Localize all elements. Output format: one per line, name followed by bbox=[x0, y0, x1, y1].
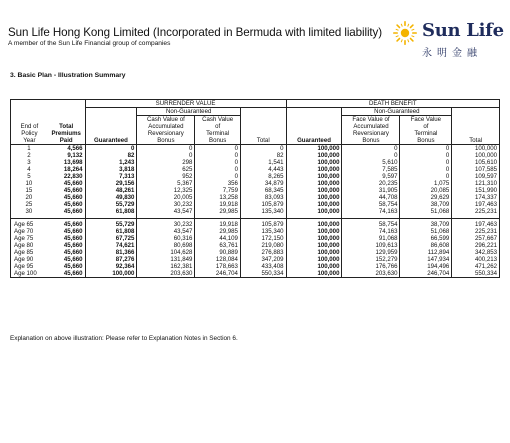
non-guaranteed-header: Non-Guaranteed bbox=[137, 108, 241, 116]
cash-value-terminal-header: Terminal bbox=[195, 130, 241, 137]
table-cell: 45,660 bbox=[63, 194, 83, 201]
table-cell: 174,337 bbox=[452, 194, 500, 201]
table-cell: 63,761 bbox=[195, 242, 241, 249]
table-cell: 8,265 bbox=[240, 173, 286, 180]
table-cell: 952 bbox=[137, 173, 195, 180]
death-benefit-header: DEATH BENEFIT bbox=[286, 100, 499, 108]
table-cell: 74,163 bbox=[342, 208, 400, 219]
table-row bbox=[11, 166, 500, 173]
table-cell: 1,541 bbox=[240, 159, 286, 166]
table-cell: 550,334 bbox=[240, 270, 286, 278]
logo-text: Sun Life bbox=[422, 20, 504, 41]
table-cell: 4,566 bbox=[67, 145, 83, 152]
table-cell: 194,496 bbox=[400, 263, 452, 270]
table-cell: 45,660 bbox=[63, 201, 83, 208]
table-cell: 45,660 bbox=[63, 208, 83, 215]
table-cell: 30,232 bbox=[137, 201, 195, 208]
table-cell: 0 bbox=[195, 152, 241, 159]
policy-year-rows bbox=[11, 145, 500, 219]
table-cell: 0 bbox=[400, 152, 452, 159]
table-cell: 45,660 bbox=[63, 228, 83, 235]
table-cell: 105,879 bbox=[240, 201, 286, 208]
page-header bbox=[8, 20, 502, 60]
table-row bbox=[11, 270, 500, 278]
table-cell: 7,585 bbox=[342, 166, 400, 173]
illustration-summary-table bbox=[10, 99, 500, 278]
table-cell: 49,830 bbox=[85, 194, 137, 201]
table-cell: Age 70 bbox=[11, 228, 48, 235]
table-cell: 5,367 bbox=[137, 180, 195, 187]
table-row bbox=[11, 187, 500, 194]
face-value-reversionary-header: Reversionary bbox=[342, 130, 400, 137]
table-cell: Age 100 bbox=[11, 270, 48, 278]
table-cell: 176,766 bbox=[342, 263, 400, 270]
table-cell: 2 bbox=[11, 152, 48, 159]
table-row bbox=[11, 219, 500, 229]
table-cell: 4 bbox=[11, 166, 48, 173]
table-cell: 0 bbox=[400, 166, 452, 173]
table-cell: 135,340 bbox=[240, 208, 286, 219]
table-cell: 219,080 bbox=[240, 242, 286, 249]
table-cell: 38,709 bbox=[400, 219, 452, 229]
table-cell: 29,985 bbox=[195, 208, 241, 219]
table-cell: 0 bbox=[137, 145, 195, 153]
face-value-terminal-header: Face Value bbox=[400, 116, 452, 124]
table-cell: 20,005 bbox=[137, 194, 195, 201]
table-cell: 356 bbox=[195, 180, 241, 187]
table-row bbox=[11, 145, 500, 153]
table-cell: 83,093 bbox=[240, 194, 286, 201]
table-header bbox=[11, 100, 500, 145]
table-row bbox=[11, 208, 500, 219]
table-cell: 1 bbox=[11, 145, 48, 153]
table-row bbox=[11, 235, 500, 242]
sun-life-logo bbox=[392, 20, 502, 60]
table-cell: 109,613 bbox=[342, 242, 400, 249]
table-cell: 18,264 bbox=[63, 166, 83, 173]
table-cell: 109,597 bbox=[452, 173, 500, 180]
table-cell: 7,759 bbox=[195, 187, 241, 194]
table-cell: 107,585 bbox=[452, 166, 500, 173]
table-cell: 82 bbox=[85, 152, 137, 159]
table-cell: 296,221 bbox=[452, 242, 500, 249]
table-cell: 225,231 bbox=[452, 208, 500, 219]
non-guaranteed-header: Non-Guaranteed bbox=[342, 108, 452, 116]
table-cell: 45,660 bbox=[63, 242, 83, 249]
table-cell: 0 bbox=[195, 173, 241, 180]
table-cell: 45,660 bbox=[63, 180, 83, 187]
table-cell: 58,754 bbox=[342, 219, 400, 229]
table-cell: 43,547 bbox=[137, 228, 195, 235]
table-cell: 25 bbox=[11, 201, 48, 208]
table-cell: 51,068 bbox=[400, 228, 452, 235]
table-cell: 61,808 bbox=[85, 208, 137, 219]
table-cell: 128,084 bbox=[195, 256, 241, 263]
cash-value-reversionary-header: Reversionary bbox=[137, 130, 195, 137]
table-row bbox=[11, 263, 500, 270]
table-cell: Age 95 bbox=[11, 263, 48, 270]
table-row bbox=[11, 249, 500, 256]
table-cell: 22,830 bbox=[63, 173, 83, 180]
table-row bbox=[11, 194, 500, 201]
table-cell: 20,235 bbox=[342, 180, 400, 187]
table-cell: 9,597 bbox=[342, 173, 400, 180]
table-cell: 246,704 bbox=[400, 270, 452, 278]
table-cell: 100,000 bbox=[452, 145, 500, 153]
table-cell: 45,660 bbox=[63, 256, 83, 263]
surrender-value-header: SURRENDER VALUE bbox=[85, 100, 286, 108]
table-cell: 162,381 bbox=[137, 263, 195, 270]
table-cell: 197,463 bbox=[452, 201, 500, 208]
table-cell: 80,698 bbox=[137, 242, 195, 249]
table-cell: 12,325 bbox=[137, 187, 195, 194]
table-cell: 92,364 bbox=[85, 263, 137, 270]
table-cell: 104,628 bbox=[137, 249, 195, 256]
cash-value-terminal-header: of bbox=[195, 123, 241, 130]
table-cell: 100,000 bbox=[286, 187, 342, 194]
table-cell: 45,660 bbox=[63, 249, 83, 256]
table-cell: 30,232 bbox=[137, 219, 195, 229]
table-cell: 197,463 bbox=[452, 219, 500, 229]
table-row bbox=[11, 242, 500, 249]
table-cell: 0 bbox=[400, 173, 452, 180]
table-cell: 48,261 bbox=[85, 187, 137, 194]
table-cell: 45,660 bbox=[63, 235, 83, 242]
table-cell: 105,879 bbox=[240, 219, 286, 229]
table-cell: 100,000 bbox=[286, 256, 342, 263]
table-cell: 550,334 bbox=[452, 270, 500, 278]
table-cell: 0 bbox=[85, 145, 137, 153]
table-cell: 44,708 bbox=[342, 194, 400, 201]
table-cell: 38,709 bbox=[400, 201, 452, 208]
table-cell: 100,000 bbox=[286, 249, 342, 256]
table-cell: 3 bbox=[11, 159, 48, 166]
table-cell: 298 bbox=[137, 159, 195, 166]
table-row bbox=[11, 152, 500, 159]
table-cell: 82 bbox=[240, 152, 286, 159]
table-cell: 100,000 bbox=[286, 201, 342, 208]
table-row bbox=[11, 228, 500, 235]
logo-chinese-text: 永明金融 bbox=[422, 48, 482, 59]
table-cell: 3,818 bbox=[85, 166, 137, 173]
company-name: Sun Life Hong Kong Limited (Incorporated in Bermuda with limited liability) bbox=[8, 26, 382, 39]
table-cell: 44,109 bbox=[195, 235, 241, 242]
table-cell: 100,000 bbox=[286, 219, 342, 229]
table-cell: 29,985 bbox=[195, 228, 241, 235]
table-cell: 0 bbox=[342, 152, 400, 159]
table-row bbox=[11, 256, 500, 263]
table-cell: 20 bbox=[11, 194, 48, 201]
table-cell: 81,366 bbox=[85, 249, 137, 256]
end-of-policy-year-header: Policy bbox=[11, 130, 48, 137]
table-cell: 55,729 bbox=[85, 201, 137, 208]
table-cell: 19,918 bbox=[195, 201, 241, 208]
table-cell: 100,000 bbox=[286, 152, 342, 159]
member-line: A member of the Sun Life Financial group of companies bbox=[8, 40, 171, 47]
table-cell: 74,163 bbox=[342, 228, 400, 235]
face-value-terminal-header: of bbox=[400, 123, 452, 130]
table-cell: 13,258 bbox=[195, 194, 241, 201]
table-cell: 246,704 bbox=[195, 270, 241, 278]
table-cell: 90,889 bbox=[195, 249, 241, 256]
table-cell: 100,000 bbox=[286, 145, 342, 153]
cash-value-terminal-header: Bonus bbox=[195, 137, 241, 145]
table-cell: 91,068 bbox=[342, 235, 400, 242]
total-sv-header: Total bbox=[240, 137, 286, 145]
table-cell: 400,213 bbox=[452, 256, 500, 263]
table-cell: 225,231 bbox=[452, 228, 500, 235]
total-premiums-paid-header: Total bbox=[59, 123, 74, 130]
table-cell: 100,000 bbox=[286, 270, 342, 278]
table-cell: 0 bbox=[195, 145, 241, 153]
table-cell: 0 bbox=[240, 145, 286, 153]
table-row bbox=[11, 159, 500, 166]
table-cell: 4,443 bbox=[240, 166, 286, 173]
table-cell: 471,262 bbox=[452, 263, 500, 270]
table-cell: 45,660 bbox=[63, 263, 83, 270]
table-row bbox=[11, 180, 500, 187]
guaranteed-sv-header: Guaranteed bbox=[85, 137, 137, 145]
table-cell: 135,340 bbox=[240, 228, 286, 235]
table-cell: 15 bbox=[11, 187, 48, 194]
table-cell: 29,629 bbox=[400, 194, 452, 201]
table-cell: 0 bbox=[195, 159, 241, 166]
age-rows bbox=[11, 219, 500, 278]
total-premiums-paid-header: Paid bbox=[48, 137, 85, 145]
table-cell: 67,725 bbox=[85, 235, 137, 242]
table-cell: 100,000 bbox=[286, 173, 342, 180]
table-cell: 5,610 bbox=[342, 159, 400, 166]
table-cell: 100,000 bbox=[286, 166, 342, 173]
table-cell: 0 bbox=[400, 145, 452, 153]
table-cell: 100,000 bbox=[286, 235, 342, 242]
table-cell: 100,000 bbox=[286, 242, 342, 249]
table-cell: 0 bbox=[137, 152, 195, 159]
face-value-reversionary-header: Bonus bbox=[342, 137, 400, 145]
table-cell: 100,000 bbox=[286, 263, 342, 270]
table-cell: 60,316 bbox=[137, 235, 195, 242]
table-cell: 5 bbox=[11, 173, 48, 180]
end-of-policy-year-header: Year bbox=[11, 137, 48, 145]
table-cell: 203,630 bbox=[137, 270, 195, 278]
table-cell: 0 bbox=[342, 145, 400, 153]
table-cell: 151,990 bbox=[452, 187, 500, 194]
table-cell: 131,849 bbox=[137, 256, 195, 263]
table-cell: 347,209 bbox=[240, 256, 286, 263]
table-cell: 9,132 bbox=[67, 152, 83, 159]
explanation-note: Explanation on above illustration: Please refer to Explanation Notes in Section 6. bbox=[10, 335, 238, 342]
table-cell: 45,660 bbox=[48, 270, 85, 278]
total-premiums-paid-header: Premiums bbox=[51, 130, 81, 137]
cash-value-reversionary-header: Cash Value of bbox=[137, 116, 195, 124]
section-title: 3. Basic Plan - Illustration Summary bbox=[10, 72, 126, 79]
face-value-terminal-header: Bonus bbox=[400, 137, 452, 145]
table-cell: 112,894 bbox=[400, 249, 452, 256]
table-cell: 1,243 bbox=[85, 159, 137, 166]
face-value-reversionary-header: Face Value of bbox=[342, 116, 400, 124]
sun-logo-icon bbox=[392, 20, 418, 46]
table-cell: 0 bbox=[400, 159, 452, 166]
table-cell: 30 bbox=[11, 208, 48, 219]
table-cell: 7,313 bbox=[85, 173, 137, 180]
table-cell: 129,959 bbox=[342, 249, 400, 256]
table-cell: 68,345 bbox=[240, 187, 286, 194]
table-cell: 100,000 bbox=[286, 194, 342, 201]
table-cell: 55,729 bbox=[85, 219, 137, 229]
cash-value-reversionary-header: Accumulated bbox=[137, 123, 195, 130]
table-cell: 100,000 bbox=[286, 208, 342, 219]
guaranteed-db-header: Guaranteed bbox=[286, 137, 342, 145]
table-cell: 257,667 bbox=[452, 235, 500, 242]
table-cell: 61,808 bbox=[85, 228, 137, 235]
table-cell: 0 bbox=[195, 166, 241, 173]
total-db-header: Total bbox=[452, 137, 500, 145]
table-cell: 74,621 bbox=[85, 242, 137, 249]
table-row bbox=[11, 173, 500, 180]
table-cell: 121,310 bbox=[452, 180, 500, 187]
face-value-terminal-header: Terminal bbox=[400, 130, 452, 137]
table-cell: 29,156 bbox=[85, 180, 137, 187]
table-cell: 152,279 bbox=[342, 256, 400, 263]
table-row bbox=[11, 201, 500, 208]
table-cell: 87,276 bbox=[85, 256, 137, 263]
table-cell: 13,698 bbox=[63, 159, 83, 166]
table-cell: Age 80 bbox=[11, 242, 48, 249]
table-cell: 276,883 bbox=[240, 249, 286, 256]
table-cell: 147,934 bbox=[400, 256, 452, 263]
cash-value-terminal-header: Cash Value bbox=[195, 116, 241, 124]
table-cell: 43,547 bbox=[137, 208, 195, 219]
table-cell: 34,879 bbox=[240, 180, 286, 187]
table-cell: 51,068 bbox=[400, 208, 452, 219]
table-cell: 178,663 bbox=[195, 263, 241, 270]
face-value-reversionary-header: Accumulated bbox=[342, 123, 400, 130]
table-cell: 100,000 bbox=[286, 159, 342, 166]
end-of-policy-year-header: End of bbox=[11, 123, 48, 130]
table-cell: 31,905 bbox=[342, 187, 400, 194]
table-cell: Age 75 bbox=[11, 235, 48, 242]
table-cell: 625 bbox=[137, 166, 195, 173]
table-cell: Age 65 bbox=[11, 219, 48, 229]
table-cell: 433,408 bbox=[240, 263, 286, 270]
cash-value-reversionary-header: Bonus bbox=[137, 137, 195, 145]
table-cell: 45,660 bbox=[48, 219, 85, 229]
table-cell: 66,599 bbox=[400, 235, 452, 242]
table-cell: 45,660 bbox=[63, 187, 83, 194]
table-cell: 342,853 bbox=[452, 249, 500, 256]
table-cell: Age 90 bbox=[11, 256, 48, 263]
table-cell: 19,918 bbox=[195, 219, 241, 229]
table-cell: 203,630 bbox=[342, 270, 400, 278]
table-cell: 100,000 bbox=[452, 152, 500, 159]
table-cell: 105,610 bbox=[452, 159, 500, 166]
table-cell: 86,608 bbox=[400, 242, 452, 249]
table-cell: 1,075 bbox=[400, 180, 452, 187]
table-cell: 100,000 bbox=[286, 228, 342, 235]
table-cell: 10 bbox=[11, 180, 48, 187]
table-cell: 20,085 bbox=[400, 187, 452, 194]
table-cell: Age 85 bbox=[11, 249, 48, 256]
table-cell: 58,754 bbox=[342, 201, 400, 208]
table-cell: 172,150 bbox=[240, 235, 286, 242]
table-cell: 100,000 bbox=[85, 270, 137, 278]
table-cell: 100,000 bbox=[286, 180, 342, 187]
